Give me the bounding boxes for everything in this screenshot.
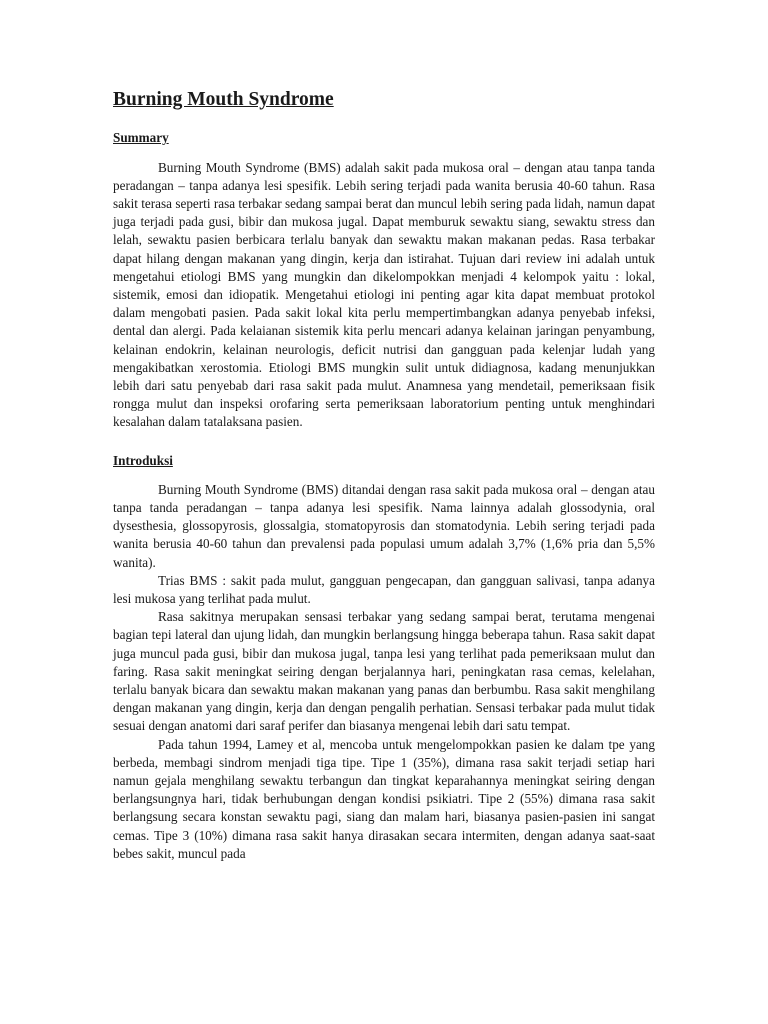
introduction-paragraph-1: Burning Mouth Syndrome (BMS) ditandai dengan rasa sakit pada mukosa oral – dengan atau tanpa tanda peradangan – tanpa adanya lesi spesifik. Nama lainnya adalah glossodynia, oral dysesthesia, glossopyrosis, glossalgia, stomatopyrosis dan stomatodynia. Lebih sering terjadi pada wanita berusia 40-60 tahun dan prevalensi pada populasi umum adalah 3,7% (1,6% pria dan 5,5% wanita).	[113, 481, 655, 570]
document-page	[113, 88, 655, 883]
document-title: Burning Mouth Syndrome	[113, 89, 334, 110]
introduction-section	[113, 452, 655, 863]
summary-section	[113, 129, 655, 431]
summary-paragraph: Burning Mouth Syndrome (BMS) adalah sakit pada mukosa oral – dengan atau tanpa tanda peradangan – tanpa adanya lesi spesifik. Lebih sering terjadi pada wanita berusia 40-60 tahun. Rasa sakit terasa seperti rasa terbakar sedang sampai berat dan muncul lebih sering pada lidah, namun dapat juga terjadi pada gusi, bibir dan mukosa jugal. Dapat memburuk sewaktu siang, sewaktu stress dan lelah, sewaktu pasien berbicara terlalu banyak dan sewaktu makan makanan pedas. Rasa terbakar dapat hilang dengan makanan yang dingin, kerja dan istirahat. Tujuan dari review ini adalah untuk mengetahui etiologi BMS yang mungkin dan dikelompokkan menjadi 4 kelompok yaitu : lokal, sistemik, emosi dan idiopatik. Mengetahui etiologi ini penting agar kita dapat membuat protokol dalam mengobati pasien. Pada sakit lokal kita perlu mempertimbangkan adanya penyebab infeksi, dental dan alergi. Pada kelaianan sistemik kita perlu mencari adanya kelainan jaringan penyambung, kelainan endokrin, kelainan neurologis, deficit nutrisi dan gangguan pada kelenjar ludah yang mengakibatkan xerostomia. Etiologi BMS mungkin sulit untuk didiagnosa, kadang menunjukkan lebih dari satu penyebab dari rasa sakit pada mulut. Anamnesa yang mendetail, pemeriksaan fisik rongga mulut dan inspeksi orofaring serta pemeriksaan laboratorium penting untuk menghindari kesalahan dalam tatalaksana pasien.	[113, 159, 655, 430]
introduction-paragraph-3: Rasa sakitnya merupakan sensasi terbakar yang sedang sampai berat, terutama mengenai bagian tepi lateral dan ujung lidah, dan mungkin berlangsung hingga beberapa tahun. Rasa sakit dapat juga muncul pada gusi, bibir dan mukosa jugal, tanpa lesi yang terlihat pada pemeriksaan mulut dan faring. Rasa sakit meningkat seiring dengan berjalannya hari, peningkatan rasa cemas, kelelahan, terlalu banyak bicara dan sewaktu makan makanan yang panas dan berbumbu. Rasa sakit menghilang dengan makanan yang dingin, kerja dan dengan pengalih perhatian. Sensasi terbakar pada mulut tidak sesuai dengan anatomi dari saraf perifer dan biasanya mengenai lebih dari satu tempat.	[113, 609, 655, 734]
introduction-paragraph-4: Pada tahun 1994, Lamey et al, mencoba untuk mengelompokkan pasien ke dalam tpe yang berbeda, membagi sindrom menjadi tiga tipe. Tipe 1 (35%), dimana rasa sakit terjadi setiap hari namun gejala menghilang sewaktu terbangun dan tingkat keparahannya meningkat seiring dengan berlangsungnya hari, tidak berhubungan dengan kondisi psikiatri. Tipe 2 (55%) dimana rasa sakit berlangsung secara konstan sewaktu pagi, siang dan malam hari, biasanya pasien-pasien ini sangat cemas. Tipe 3 (10%) dimana rasa sakit hanya dirasakan secara intermiten, dengan adanya saat-saat bebes sakit, muncul pada	[113, 736, 655, 861]
introduction-paragraph-2: Trias BMS : sakit pada mulut, gangguan pengecapan, dan gangguan salivasi, tanpa adanya lesi mukosa yang terlihat pada mulut.	[113, 572, 655, 606]
section-heading-introduksi: Introduksi	[113, 452, 173, 468]
section-heading-summary: Summary	[113, 130, 169, 146]
